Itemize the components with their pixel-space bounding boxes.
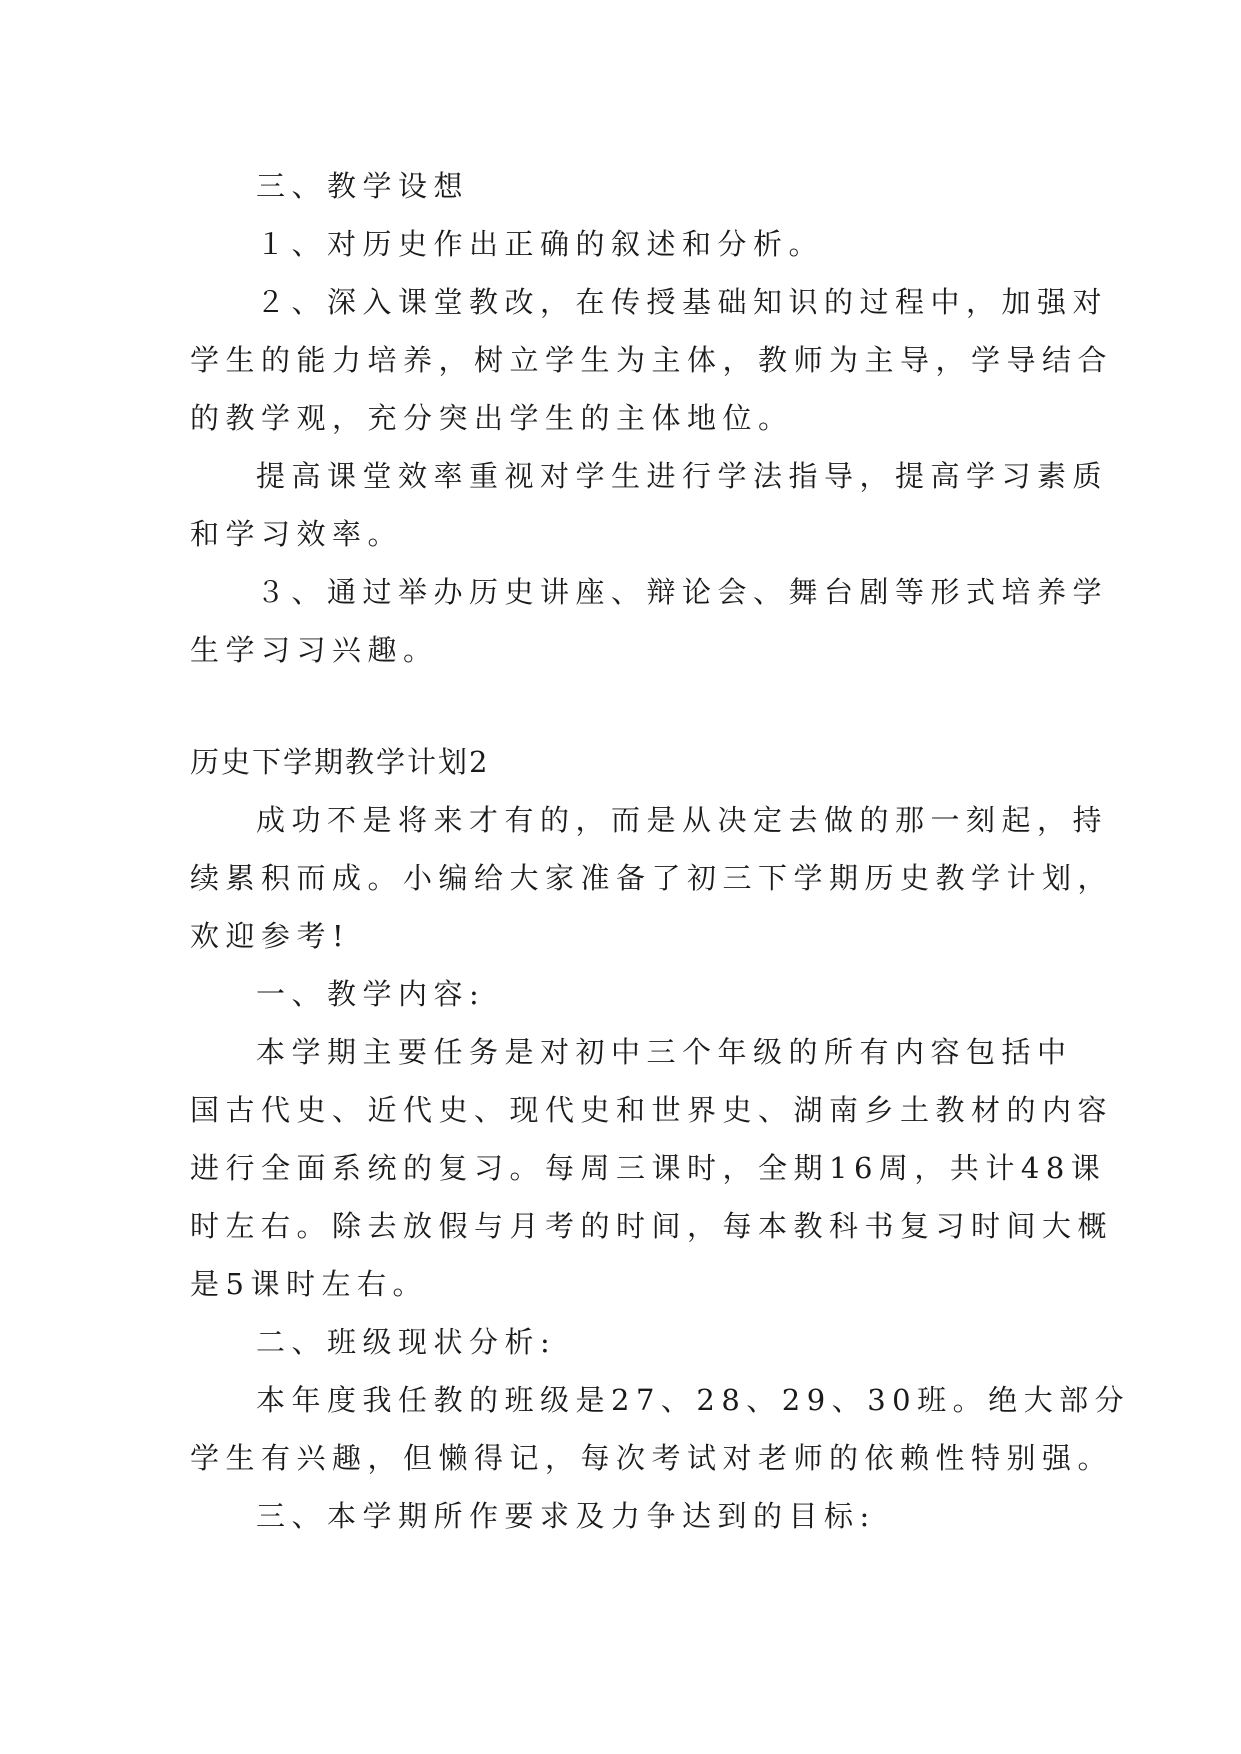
section-heading-content: 一、教学内容:: [256, 977, 486, 1011]
content-paragraph-line-5: 是5课时左右。: [190, 1267, 428, 1301]
list-item-2-line-2: 学生的能力培养，树立学生为主体，教师为主导，学导结合: [190, 343, 1114, 377]
list-item-2-line-1: ２、深入课堂教改，在传授基础知识的过程中，加强对: [256, 285, 1109, 319]
content-paragraph-line-3: 进行全面系统的复习。每周三课时，全期16周，共计48课: [190, 1151, 1107, 1185]
list-item-3-line-1: ３、通过举办历史讲座、辩论会、舞台剧等形式培养学: [256, 575, 1109, 609]
intro-paragraph-line-1: 成功不是将来才有的，而是从决定去做的那一刻起，持: [256, 803, 1109, 837]
paragraph-efficiency-line-1: 提高课堂效率重视对学生进行学法指导，提高学习素质: [256, 459, 1109, 493]
paragraph-efficiency-line-2: 和学习效率。: [190, 517, 404, 551]
list-item-2-line-3: 的教学观，充分突出学生的主体地位。: [190, 401, 794, 435]
list-item-1: １、对历史作出正确的叙述和分析。: [256, 227, 825, 261]
intro-paragraph-line-2: 续累积而成。小编给大家准备了初三下学期历史教学计划，: [190, 861, 1114, 895]
section-heading-class-analysis: 二、班级现状分析:: [256, 1325, 557, 1359]
class-analysis-line-1: 本年度我任教的班级是27、28、29、30班。绝大部分: [256, 1383, 1131, 1417]
content-paragraph-line-2: 国古代史、近代史、现代史和世界史、湖南乡土教材的内容: [190, 1093, 1114, 1127]
content-paragraph-line-4: 时左右。除去放假与月考的时间，每本教科书复习时间大概: [190, 1209, 1114, 1243]
class-analysis-line-2: 学生有兴趣，但懒得记，每次考试对老师的依赖性特别强。: [190, 1441, 1114, 1475]
list-item-3-line-2: 生学习习兴趣。: [190, 633, 439, 667]
section-heading-goals: 三、本学期所作要求及力争达到的目标:: [256, 1499, 876, 1533]
intro-paragraph-line-3: 欢迎参考!: [190, 919, 351, 953]
content-paragraph-line-1: 本学期主要任务是对初中三个年级的所有内容包括中: [256, 1035, 1073, 1069]
document-title-plan-2: 历史下学期教学计划2: [190, 745, 490, 779]
section-heading-teaching-ideas: 三、教学设想: [256, 169, 470, 203]
